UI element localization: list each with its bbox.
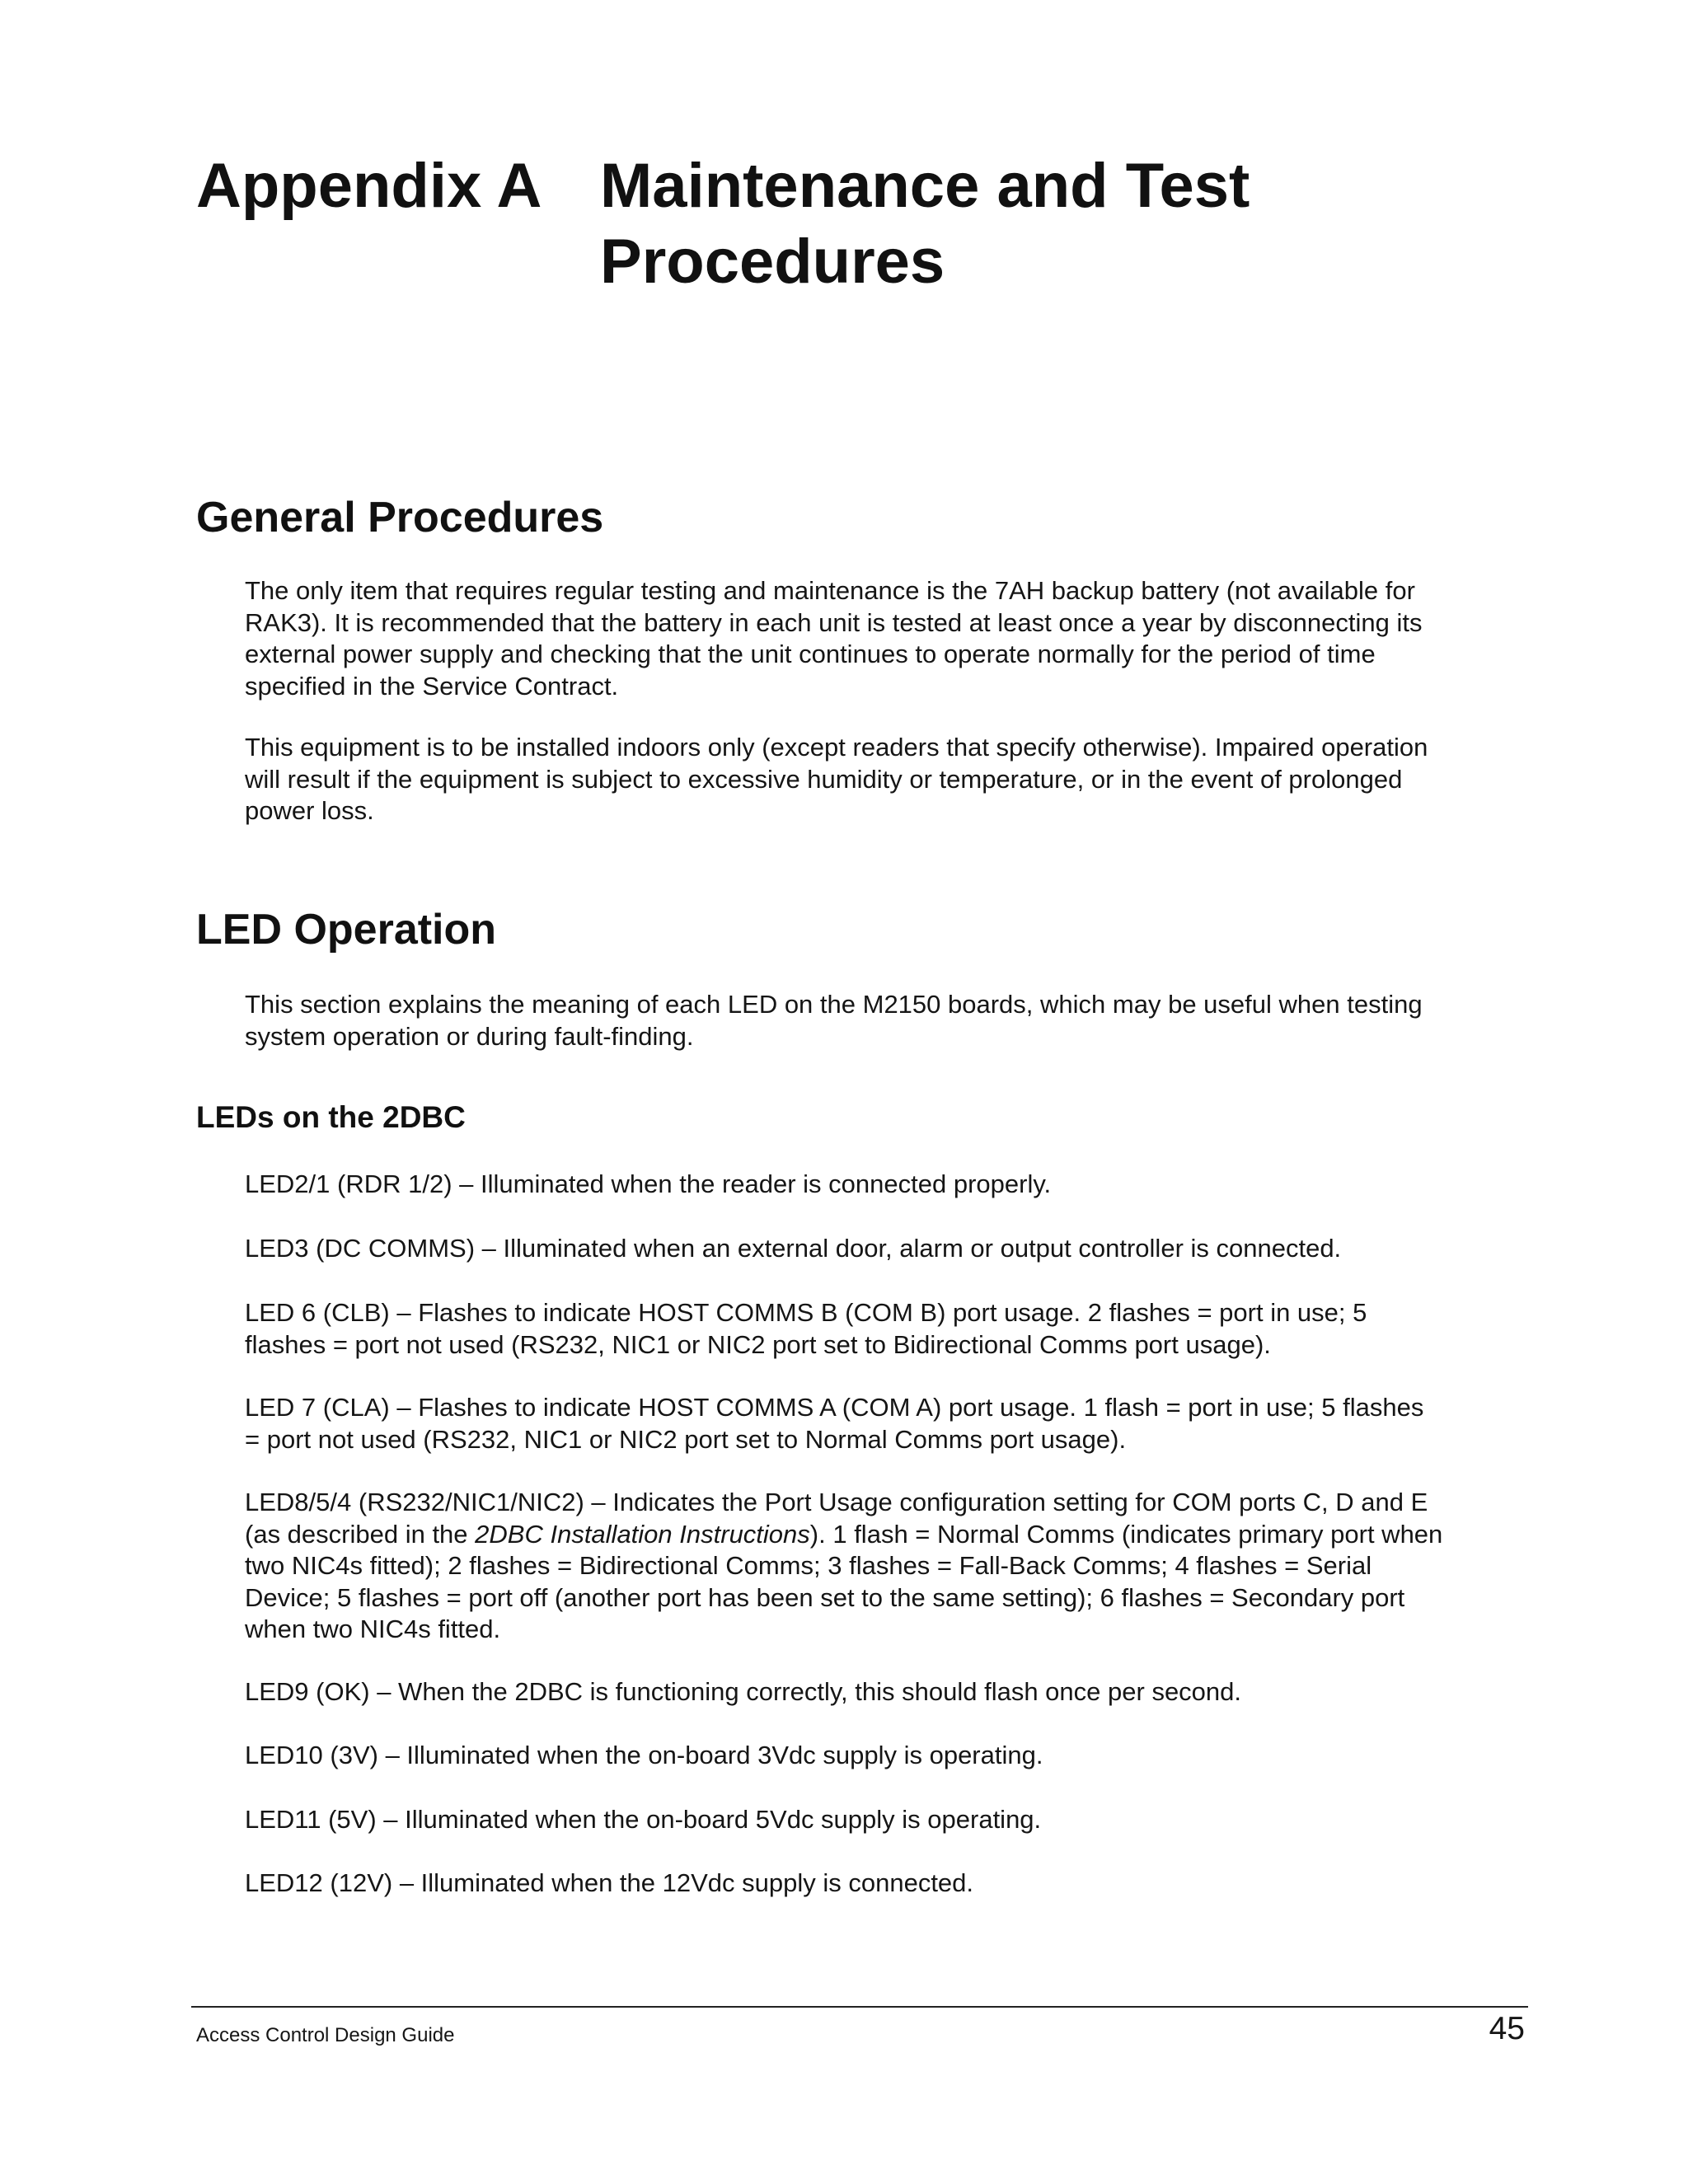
text-line-with-citation: [245, 1519, 1539, 1551]
text-line: RAK3). It is recommended that the battery in each unit is tested at least once a year by disconnecting its: [245, 607, 1423, 637]
document-citation: 2DBC Installation Instructions: [475, 1519, 810, 1549]
led2-description: [245, 1169, 1539, 1201]
led12-description: [245, 1868, 1539, 1900]
footer-divider: [191, 2006, 1528, 2008]
general-paragraph-2: [245, 732, 1539, 827]
led9-description: [245, 1676, 1539, 1708]
text-line: LED12 (12V) – Illuminated when the 12Vdc supply is connected.: [245, 1868, 974, 1897]
text-line: when two NIC4s fitted.: [245, 1615, 501, 1643]
led-operation-intro: [245, 989, 1539, 1052]
text-line: This equipment is to be installed indoors only (except readers that specify otherwise). Impaired operation: [245, 733, 1428, 762]
text-line: will result if the equipment is subject to excessive humidity or temperature, or in the event of prolonged: [245, 764, 1403, 794]
text-line: two NIC4s fitted); 2 flashes = Bidirectional Comms; 3 flashes = Fall-Back Comms; 4 flashes = Serial: [245, 1551, 1372, 1580]
text-fragment: ). 1 flash = Normal Comms (indicates primary port when: [809, 1519, 1443, 1549]
leds-2dbc-heading: LEDs on the 2DBC: [196, 1100, 466, 1134]
text-line: LED11 (5V) – Illuminated when the on-board 5Vdc supply is operating.: [245, 1805, 1042, 1834]
text-line: external power supply and checking that the unit continues to operate normally for the period of time: [245, 640, 1376, 668]
text-fragment: (as described in the: [245, 1519, 476, 1549]
text-line: power loss.: [245, 796, 374, 825]
text-line: system operation or during fault-finding.: [245, 1021, 694, 1051]
appendix-title: [196, 148, 1424, 300]
general-paragraph-1: [245, 575, 1539, 702]
text-line: LED9 (OK) – When the 2DBC is functioning correctly, this should flash once per second.: [245, 1677, 1242, 1706]
text-line: specified in the Service Contract.: [245, 671, 619, 701]
led8-description: [245, 1487, 1539, 1646]
general-procedures-heading: General Procedures: [196, 494, 604, 541]
led6-description: [245, 1297, 1539, 1361]
led10-description: [245, 1740, 1539, 1772]
text-line: LED3 (DC COMMS) – Illuminated when an external door, alarm or output controller is connected.: [245, 1234, 1342, 1263]
text-line: The only item that requires regular testing and maintenance is the 7AH backup battery (not available for: [245, 576, 1415, 605]
text-line: Device; 5 flashes = port off (another port has been set to the same setting); 6 flashes = Secondary port: [245, 1582, 1405, 1612]
appendix-title-line-2: Procedures: [600, 227, 945, 297]
text-line: LED 7 (CLA) – Flashes to indicate HOST COMMS A (COM A) port usage. 1 flash = port in use; 5 flashes: [245, 1393, 1424, 1422]
text-line: LED2/1 (RDR 1/2) – Illuminated when the reader is connected properly.: [245, 1169, 1052, 1198]
footer-page-number: 45: [1489, 2011, 1525, 2046]
appendix-label: Appendix A: [196, 151, 542, 221]
text-line: LED10 (3V) – Illuminated when the on-board 3Vdc supply is operating.: [245, 1741, 1043, 1769]
text-line: This section explains the meaning of each LED on the M2150 boards, which may be useful when testing: [245, 990, 1423, 1019]
led-operation-heading: LED Operation: [196, 906, 497, 954]
text-line: flashes = port not used (RS232, NIC1 or NIC2 port set to Bidirectional Comms port usage).: [245, 1329, 1271, 1359]
appendix-title-line-1: Maintenance and Test: [600, 151, 1250, 221]
footer-document-title: Access Control Design Guide: [196, 2024, 455, 2046]
led11-description: [245, 1804, 1539, 1836]
text-line: LED8/5/4 (RS232/NIC1/NIC2) – Indicates the Port Usage configuration setting for COM ports C, D and E: [245, 1488, 1428, 1516]
appendix-heading-text: [600, 148, 1424, 300]
led3-description: [245, 1233, 1539, 1265]
led7-description: [245, 1392, 1539, 1455]
text-line: = port not used (RS232, NIC1 or NIC2 port set to Normal Comms port usage).: [245, 1424, 1127, 1454]
text-line: LED 6 (CLB) – Flashes to indicate HOST COMMS B (COM B) port usage. 2 flashes = port in use; 5: [245, 1298, 1367, 1327]
